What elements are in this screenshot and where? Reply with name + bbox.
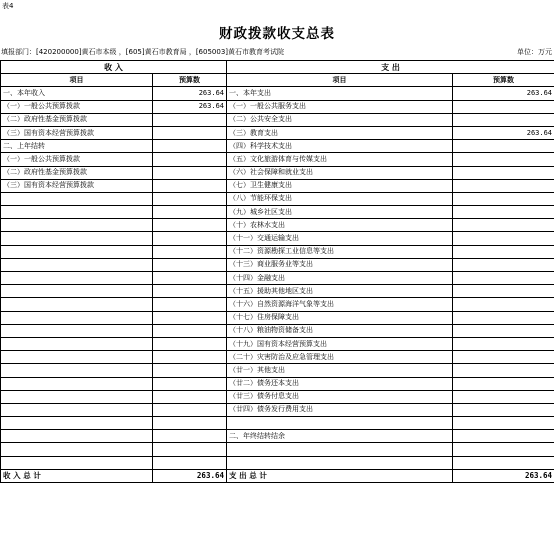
expense-item-cell (227, 456, 453, 469)
income-item-cell (1, 192, 153, 205)
total-row (1, 469, 554, 482)
table-row (1, 377, 554, 390)
income-item-cell: （二）政府性基金预算拨款 (1, 113, 153, 126)
expense-value-cell (453, 206, 554, 219)
expense-item-cell: （十二）资源勘探工业信息等支出 (227, 245, 453, 258)
table-row (1, 337, 554, 350)
income-item-cell (1, 351, 153, 364)
income-value-cell (153, 140, 227, 153)
income-value-cell (153, 285, 227, 298)
expense-value-cell (453, 232, 554, 245)
expense-item-cell: （廿四）债务发行费用支出 (227, 403, 453, 416)
table-row (1, 403, 554, 416)
expense-value-cell (453, 403, 554, 416)
expense-item-cell: （十四）金融支出 (227, 272, 453, 285)
expense-item-cell: （廿三）债务付息支出 (227, 390, 453, 403)
income-value-cell (153, 206, 227, 219)
page-title: 财政拨款收支总表 (219, 26, 335, 42)
income-item-cell: （一）一般公共预算拨款 (1, 153, 153, 166)
expense-item-cell: （十三）商业服务业等支出 (227, 258, 453, 271)
table-row (1, 430, 554, 443)
income-item-cell (1, 430, 153, 443)
income-item-cell (1, 443, 153, 456)
expense-value-cell (453, 417, 554, 430)
expense-item-cell (227, 417, 453, 430)
income-item-cell (1, 337, 153, 350)
table-row (1, 140, 554, 153)
expense-value-cell: 263.64 (453, 126, 554, 139)
expense-value-cell (453, 166, 554, 179)
income-item-cell: （三）国有资本经营预算拨款 (1, 179, 153, 192)
expense-item-cell: （二十）灾害防治及应急管理支出 (227, 351, 453, 364)
expense-item-cell: （十）农林水支出 (227, 219, 453, 232)
income-item-cell: 二、上年结转 (1, 140, 153, 153)
income-item-cell (1, 417, 153, 430)
department-info: 填报部门：[420200000]黄石市本级 ，[605]黄石市教育局 ，[605003]黄石市教育考试院 (1, 48, 285, 56)
table-row (1, 206, 554, 219)
income-value-cell (153, 364, 227, 377)
expense-total-value: 263.64 (453, 469, 554, 482)
income-value-cell (153, 377, 227, 390)
income-item-cell (1, 403, 153, 416)
expense-item-cell (227, 443, 453, 456)
income-item-cell (1, 377, 153, 390)
income-value-cell (153, 126, 227, 139)
expense-value-cell (453, 258, 554, 271)
table-row (1, 272, 554, 285)
income-item-cell (1, 324, 153, 337)
income-value-cell (153, 192, 227, 205)
table-row (1, 351, 554, 364)
income-total-value: 263.64 (153, 469, 227, 482)
income-budget-header: 预算数 (153, 74, 227, 87)
income-value-cell (153, 311, 227, 324)
income-item-cell: （二）政府性基金预算拨款 (1, 166, 153, 179)
income-value-cell (153, 417, 227, 430)
expense-value-cell (453, 364, 554, 377)
finance-summary-table (0, 60, 554, 483)
income-item-cell (1, 311, 153, 324)
expense-value-cell (453, 272, 554, 285)
expense-value-cell (453, 285, 554, 298)
income-value-cell (153, 403, 227, 416)
expense-value-cell (453, 324, 554, 337)
expense-budget-header: 预算数 (453, 74, 554, 87)
income-value-cell (153, 324, 227, 337)
income-value-cell (153, 113, 227, 126)
table-row (1, 219, 554, 232)
expense-item-cell: （十六）自然资源海洋气象等支出 (227, 298, 453, 311)
income-value-cell (153, 232, 227, 245)
table-row (1, 311, 554, 324)
expense-value-cell (453, 377, 554, 390)
expense-item-cell: （十八）粮油物资储备支出 (227, 324, 453, 337)
income-value-cell (153, 258, 227, 271)
income-value-cell (153, 443, 227, 456)
income-total-label: 收 入 总 计 (1, 469, 153, 482)
income-value-cell: 263.64 (153, 100, 227, 113)
expense-item-cell: （八）节能环保支出 (227, 192, 453, 205)
income-value-cell (153, 166, 227, 179)
income-item-cell (1, 298, 153, 311)
income-value-cell (153, 219, 227, 232)
table-row (1, 192, 554, 205)
expense-value-cell (453, 100, 554, 113)
expense-value-cell (453, 311, 554, 324)
expense-item-header: 项目 (227, 74, 453, 87)
section-header-row (1, 61, 554, 74)
income-value-cell (153, 272, 227, 285)
expense-value-cell (453, 390, 554, 403)
income-item-cell (1, 285, 153, 298)
expense-value-cell (453, 245, 554, 258)
income-item-cell (1, 364, 153, 377)
table-row (1, 113, 554, 126)
expense-value-cell (453, 298, 554, 311)
table-row (1, 179, 554, 192)
income-item-cell (1, 206, 153, 219)
table-row (1, 100, 554, 113)
expense-item-cell: （十五）援助其他地区支出 (227, 285, 453, 298)
table-row (1, 166, 554, 179)
table-row (1, 245, 554, 258)
expense-value-cell (453, 113, 554, 126)
expense-item-cell: 一、本年支出 (227, 87, 453, 100)
table-row (1, 87, 554, 100)
income-value-cell (153, 456, 227, 469)
expense-item-cell: （十一）交通运输支出 (227, 232, 453, 245)
income-section-header: 收 入 (1, 61, 227, 74)
income-value-cell (153, 298, 227, 311)
expense-value-cell (453, 219, 554, 232)
income-item-cell (1, 456, 153, 469)
table-number: 表4 (2, 2, 14, 10)
expense-value-cell (453, 179, 554, 192)
expense-value-cell (453, 140, 554, 153)
income-value-cell (153, 337, 227, 350)
unit-label: 单位：万元 (517, 48, 552, 56)
expense-total-label: 支 出 总 计 (227, 469, 453, 482)
income-value-cell (153, 153, 227, 166)
table-row (1, 417, 554, 430)
income-value-cell: 263.64 (153, 87, 227, 100)
income-item-cell: （一）一般公共预算拨款 (1, 100, 153, 113)
income-item-cell (1, 245, 153, 258)
expense-item-cell: （五）文化旅游体育与传媒支出 (227, 153, 453, 166)
income-item-cell (1, 232, 153, 245)
table-row (1, 298, 554, 311)
column-header-row (1, 74, 554, 87)
expense-value-cell (453, 153, 554, 166)
income-item-header: 项目 (1, 74, 153, 87)
expense-value-cell (453, 337, 554, 350)
table-row (1, 456, 554, 469)
expense-section-header: 支 出 (227, 61, 554, 74)
table-row (1, 258, 554, 271)
table-row (1, 126, 554, 139)
expense-item-cell: （九）城乡社区支出 (227, 206, 453, 219)
table-row (1, 232, 554, 245)
expense-value-cell (453, 351, 554, 364)
expense-value-cell (453, 192, 554, 205)
expense-item-cell: （十七）住房保障支出 (227, 311, 453, 324)
expense-value-cell: 263.64 (453, 87, 554, 100)
table-row (1, 285, 554, 298)
expense-item-cell: （一）一般公共服务支出 (227, 100, 453, 113)
income-item-cell (1, 390, 153, 403)
expense-item-cell: （七）卫生健康支出 (227, 179, 453, 192)
expense-item-cell: （二）公共安全支出 (227, 113, 453, 126)
expense-item-cell: （六）社会保障和就业支出 (227, 166, 453, 179)
expense-item-cell: （三）教育支出 (227, 126, 453, 139)
expense-value-cell (453, 430, 554, 443)
income-value-cell (153, 390, 227, 403)
income-item-cell: 一、本年收入 (1, 87, 153, 100)
table-row (1, 364, 554, 377)
income-value-cell (153, 245, 227, 258)
income-value-cell (153, 430, 227, 443)
expense-item-cell: 二、年终结转结余 (227, 430, 453, 443)
expense-value-cell (453, 443, 554, 456)
income-item-cell (1, 272, 153, 285)
expense-item-cell: （廿二）债务还本支出 (227, 377, 453, 390)
table-row (1, 390, 554, 403)
expense-item-cell: （廿一）其他支出 (227, 364, 453, 377)
expense-item-cell: （十九）国有资本经营预算支出 (227, 337, 453, 350)
expense-item-cell: （四）科学技术支出 (227, 140, 453, 153)
income-item-cell (1, 258, 153, 271)
expense-value-cell (453, 456, 554, 469)
income-value-cell (153, 179, 227, 192)
table-row (1, 153, 554, 166)
income-item-cell: （三）国有资本经营预算拨款 (1, 126, 153, 139)
income-value-cell (153, 351, 227, 364)
table-row (1, 443, 554, 456)
income-item-cell (1, 219, 153, 232)
table-row (1, 324, 554, 337)
